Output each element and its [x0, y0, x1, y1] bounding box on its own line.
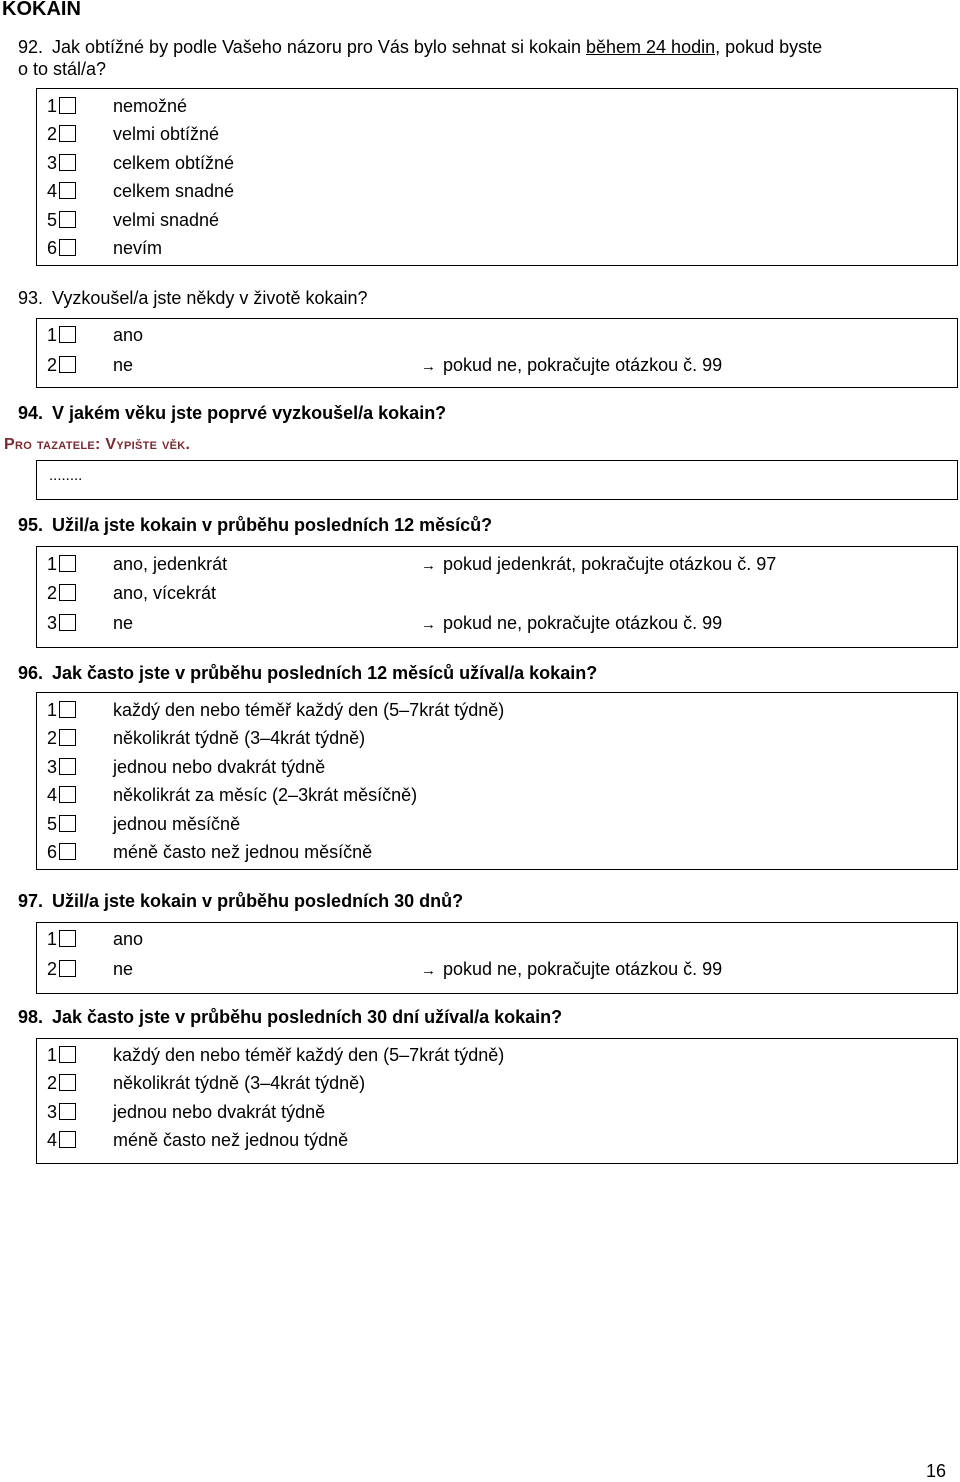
option-number: 2 — [47, 355, 58, 375]
option-number: 3 — [47, 613, 58, 633]
option-label: několikrát týdně (3–4krát týdně) — [113, 728, 366, 748]
option-number: 2 — [47, 959, 58, 979]
answer-box-95 — [36, 546, 958, 648]
checkbox[interactable] — [59, 182, 76, 199]
checkbox[interactable] — [59, 614, 76, 631]
option-number: 5 — [47, 814, 58, 834]
question-93 — [18, 287, 938, 309]
checkbox[interactable] — [59, 1046, 76, 1063]
option-number: 5 — [47, 210, 58, 230]
checkbox[interactable] — [59, 930, 76, 947]
question-text: Jak obtížné by podle Vašeho názoru pro Vás bylo sehnat si kokain — [52, 37, 586, 57]
checkbox[interactable] — [59, 729, 76, 746]
option-label: velmi snadné — [113, 210, 220, 230]
option-number: 1 — [47, 929, 58, 949]
arrow-right-icon: → — [421, 962, 436, 979]
skip-instruction — [421, 353, 722, 379]
checkbox[interactable] — [59, 584, 76, 601]
answer-box-93 — [36, 318, 958, 388]
option-label: několikrát týdně (3–4krát týdně) — [113, 1073, 366, 1093]
option-label: každý den nebo téměř každý den (5–7krát týdně) — [113, 1045, 505, 1065]
checkbox[interactable] — [59, 326, 76, 343]
checkbox[interactable] — [59, 154, 76, 171]
arrow-right-icon: → — [421, 557, 436, 574]
question-text: Jak často jste v průběhu posledních 12 měsíců užíval/a kokain? — [52, 663, 598, 683]
checkbox[interactable] — [59, 211, 76, 228]
skip-text: pokud ne, pokračujte otázkou č. 99 — [443, 613, 723, 633]
option-label: méně často než jednou týdně — [113, 1130, 349, 1150]
question-95 — [18, 514, 938, 536]
checkbox[interactable] — [59, 356, 76, 373]
question-96 — [18, 662, 938, 684]
checkbox[interactable] — [59, 125, 76, 142]
section-title: KOKAIN — [2, 0, 81, 20]
option-label: ne — [113, 355, 134, 375]
skip-text: pokud ne, pokračujte otázkou č. 99 — [443, 959, 723, 979]
skip-text: pokud ne, pokračujte otázkou č. 99 — [443, 355, 723, 375]
question-text: V jakém věku jste poprvé vyzkoušel/a kokain? — [52, 403, 447, 423]
option-label: ano — [113, 325, 144, 345]
option-label: každý den nebo téměř každý den (5–7krát týdně) — [113, 700, 505, 720]
option-label: ano, vícekrát — [113, 583, 217, 603]
question-number: 98. — [18, 1007, 44, 1027]
option-number: 4 — [47, 1130, 58, 1150]
checkbox[interactable] — [59, 239, 76, 256]
age-answer-field[interactable]: ........ — [49, 467, 83, 484]
question-text: Vyzkoušel/a jste někdy v životě kokain? — [52, 288, 368, 308]
question-92 — [18, 36, 938, 80]
option-number: 1 — [47, 700, 58, 720]
interviewer-instruction: Pro tazatele: Vypište věk. — [4, 436, 191, 453]
answer-box-94 — [36, 460, 958, 500]
option-number: 1 — [47, 96, 58, 116]
option-label: ano — [113, 929, 144, 949]
question-98 — [18, 1006, 938, 1028]
option-number: 2 — [47, 583, 58, 603]
option-label: celkem obtížné — [113, 153, 235, 173]
option-number: 6 — [47, 238, 58, 258]
option-label: celkem snadné — [113, 181, 235, 201]
checkbox[interactable] — [59, 701, 76, 718]
option-number: 4 — [47, 785, 58, 805]
question-text-line2: o to stál/a? — [18, 59, 107, 79]
skip-text: pokud jedenkrát, pokračujte otázkou č. 97 — [443, 554, 777, 574]
option-number: 2 — [47, 124, 58, 144]
option-number: 2 — [47, 1073, 58, 1093]
option-label: ano, jedenkrát — [113, 554, 228, 574]
checkbox[interactable] — [59, 1074, 76, 1091]
question-number: 92. — [18, 37, 44, 57]
checkbox[interactable] — [59, 815, 76, 832]
question-text: Jak často jste v průběhu posledních 30 dní užíval/a kokain? — [52, 1007, 563, 1027]
option-label: nemožné — [113, 96, 188, 116]
skip-instruction — [421, 552, 776, 578]
checkbox[interactable] — [59, 555, 76, 572]
checkbox[interactable] — [59, 1131, 76, 1148]
question-97 — [18, 890, 938, 912]
question-text: , pokud byste — [715, 37, 823, 57]
skip-instruction — [421, 957, 722, 983]
option-number: 4 — [47, 181, 58, 201]
checkbox[interactable] — [59, 1103, 76, 1120]
page-number: 16 — [925, 1461, 946, 1481]
question-text: Užil/a jste kokain v průběhu posledních 30 dnů? — [52, 891, 464, 911]
skip-instruction — [421, 611, 722, 637]
option-number: 3 — [47, 1102, 58, 1122]
answer-box-97 — [36, 922, 958, 994]
checkbox[interactable] — [59, 786, 76, 803]
option-number: 6 — [47, 842, 58, 862]
option-label: jednou nebo dvakrát týdně — [113, 1102, 326, 1122]
option-number: 1 — [47, 554, 58, 574]
question-number: 93. — [18, 288, 44, 308]
option-label: několikrát za měsíc (2–3krát měsíčně) — [113, 785, 418, 805]
option-number: 3 — [47, 757, 58, 777]
checkbox[interactable] — [59, 960, 76, 977]
checkbox[interactable] — [59, 97, 76, 114]
question-number: 97. — [18, 891, 44, 911]
question-number: 94. — [18, 403, 44, 423]
option-number: 3 — [47, 153, 58, 173]
option-label: jednou měsíčně — [113, 814, 241, 834]
option-number: 1 — [47, 1045, 58, 1065]
question-number: 95. — [18, 515, 44, 535]
option-number: 1 — [47, 325, 58, 345]
option-label: ne — [113, 613, 134, 633]
answer-box-92 — [36, 88, 958, 266]
option-label: velmi obtížné — [113, 124, 220, 144]
arrow-right-icon: → — [421, 616, 436, 633]
option-label: jednou nebo dvakrát týdně — [113, 757, 326, 777]
question-text: Užil/a jste kokain v průběhu posledních 12 měsíců? — [52, 515, 493, 535]
checkbox[interactable] — [59, 758, 76, 775]
question-number: 96. — [18, 663, 44, 683]
answer-box-98 — [36, 1038, 958, 1164]
checkbox[interactable] — [59, 843, 76, 860]
arrow-right-icon: → — [421, 358, 436, 375]
option-number: 2 — [47, 728, 58, 748]
question-94 — [18, 402, 938, 424]
question-text-underlined: během 24 hodin — [586, 37, 716, 57]
answer-box-96 — [36, 692, 958, 870]
option-label: ne — [113, 959, 134, 979]
option-label: méně často než jednou měsíčně — [113, 842, 373, 862]
option-label: nevím — [113, 238, 163, 258]
